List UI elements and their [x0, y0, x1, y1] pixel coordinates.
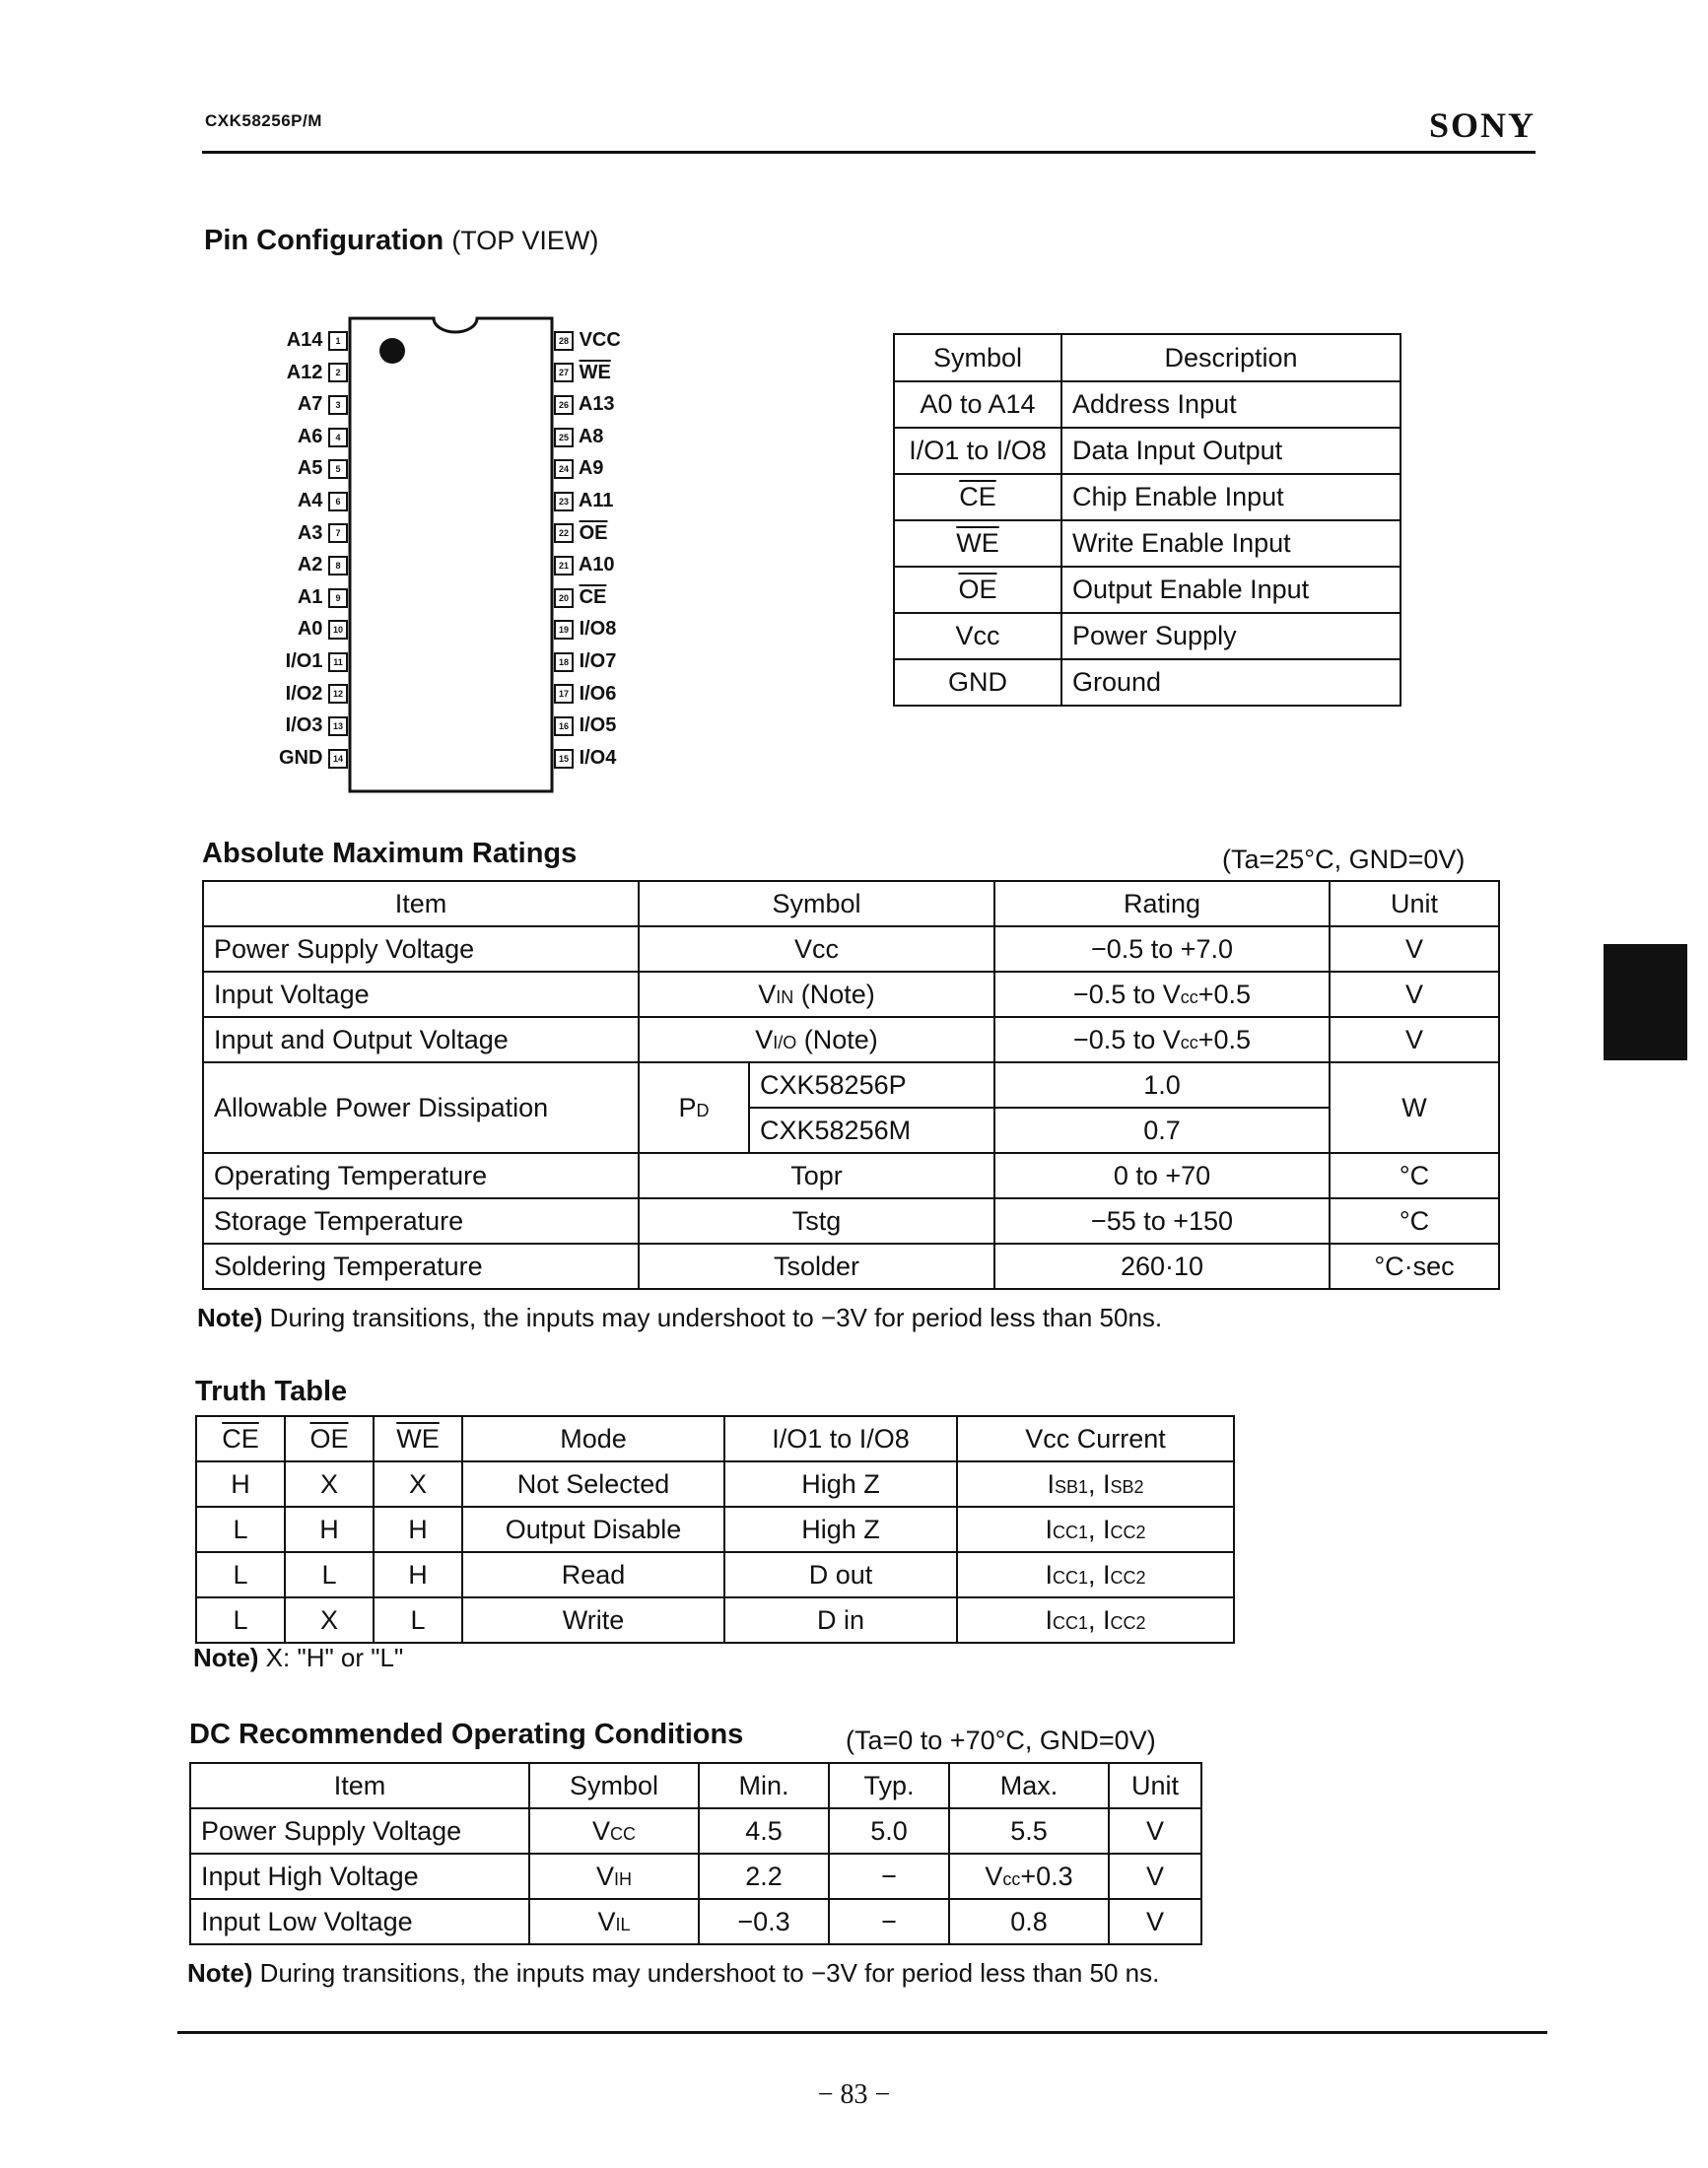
- pin-left: [298, 552, 348, 577]
- symbol-text: I/O1 to I/O8: [909, 436, 1047, 465]
- table-row: [203, 1198, 1499, 1244]
- cur-sub: CC1: [1052, 1567, 1088, 1588]
- note-text: During transitions, the inputs may undershoot to −3V for period less than 50 ns.: [259, 1958, 1160, 1988]
- abs-rating: 0.7: [994, 1108, 1330, 1153]
- rating-sub: cc: [1180, 1032, 1198, 1052]
- dc-unit: V: [1109, 1854, 1201, 1899]
- sym-main: V: [758, 979, 777, 1009]
- pin-number: 13: [328, 716, 348, 736]
- pin-name: A8: [578, 425, 604, 447]
- description-header: Description: [1061, 334, 1401, 381]
- table-row: [196, 1552, 1234, 1597]
- dc-item: Power Supply Voltage: [190, 1808, 529, 1854]
- table-row: [196, 1597, 1234, 1643]
- tt-oe: L: [285, 1552, 374, 1597]
- abs-max-table: [202, 880, 1500, 1290]
- pin-right: [554, 712, 616, 738]
- pin-name: A9: [578, 457, 604, 480]
- pin-number: 26: [554, 395, 574, 415]
- tt-io: D in: [724, 1597, 957, 1643]
- abs-unit: V: [1330, 1017, 1499, 1062]
- abs-rating-header: Rating: [994, 881, 1330, 926]
- symbol-cell: [894, 474, 1061, 520]
- abs-unit: °C: [1330, 1153, 1499, 1198]
- abs-rating: −55 to +150: [994, 1198, 1330, 1244]
- abs-symbol: Topr: [639, 1153, 994, 1198]
- abs-symbol: Tsolder: [639, 1244, 994, 1289]
- table-row: [196, 1461, 1234, 1507]
- pin-left: [298, 520, 348, 546]
- table-row: [203, 926, 1499, 972]
- pin-name: A3: [297, 521, 323, 544]
- abs-max-title: Absolute Maximum Ratings: [202, 838, 578, 869]
- we-label: $\overline{WE}$: [396, 1423, 440, 1454]
- sym-sub: CC: [610, 1823, 636, 1844]
- pin-right: [554, 681, 616, 707]
- pin-name: VCC: [579, 329, 621, 351]
- pin-left: [287, 327, 348, 353]
- dc-typ: −: [829, 1854, 949, 1899]
- tt-ce: L: [196, 1507, 285, 1552]
- cur-sub: CC1: [1052, 1612, 1088, 1633]
- truth-table-note: [193, 1643, 403, 1673]
- symbol-text: GND: [948, 667, 1007, 697]
- part-number: CXK58256P/M: [205, 111, 322, 130]
- table-row: [190, 1899, 1201, 1944]
- max-post: +0.3: [1020, 1861, 1073, 1891]
- table-row: [196, 1507, 1234, 1552]
- abs-model: CXK58256P: [749, 1062, 994, 1108]
- pin1-marker: [379, 338, 405, 364]
- pin-name: A1: [297, 585, 323, 608]
- dc-table: [189, 1762, 1202, 1945]
- pin-name: I/O5: [579, 714, 617, 737]
- pin-name: A7: [297, 393, 323, 416]
- header-rule: [202, 151, 1536, 154]
- symbol-text: Vcc: [955, 621, 1000, 650]
- pin-number: 11: [328, 652, 348, 672]
- dc-min-header: Min.: [699, 1763, 829, 1808]
- dc-typ-header: Typ.: [829, 1763, 949, 1808]
- dc-symbol: [529, 1854, 699, 1899]
- symbol-cell: [894, 520, 1061, 567]
- pin-name: I/O6: [579, 682, 617, 705]
- truth-table-title: Truth Table: [195, 1376, 348, 1407]
- sym-sub: IL: [615, 1914, 631, 1934]
- symbol-table: [893, 333, 1401, 707]
- sym-main: P: [678, 1092, 697, 1122]
- abs-item: Soldering Temperature: [203, 1244, 639, 1289]
- rating-post: +0.5: [1197, 1024, 1252, 1054]
- tt-oe: X: [285, 1461, 374, 1507]
- cur-main: I: [1103, 1468, 1111, 1499]
- symbol-text: A0 to A14: [920, 389, 1036, 419]
- description-cell: Ground: [1061, 659, 1401, 706]
- pin-number: 14: [328, 749, 348, 769]
- pin-name: A14: [286, 329, 323, 351]
- pin-right: [554, 424, 603, 449]
- abs-item: Operating Temperature: [203, 1153, 639, 1198]
- sym-sub: IH: [614, 1868, 632, 1889]
- tt-we: H: [374, 1552, 462, 1597]
- pin-left: [298, 488, 348, 513]
- pin-number: 20: [554, 588, 574, 608]
- abs-symbol-header: Symbol: [639, 881, 994, 926]
- ce-label: $\overline{CE}$: [222, 1423, 259, 1454]
- pin-right: [554, 360, 611, 385]
- cur-sub: SB1: [1054, 1476, 1088, 1497]
- symbol-header: Symbol: [894, 334, 1061, 381]
- symbol-text: $\overline{CE}$: [959, 482, 996, 511]
- table-row: [894, 613, 1401, 659]
- abs-symbol: Tstg: [639, 1198, 994, 1244]
- description-cell: Write Enable Input: [1061, 520, 1401, 567]
- dc-title: DC Recommended Operating Conditions: [189, 1719, 744, 1750]
- tt-current: ICC1, ICC2: [957, 1552, 1234, 1597]
- dc-item: Input High Voltage: [190, 1854, 529, 1899]
- dc-symbol: [529, 1808, 699, 1854]
- pin-number: 22: [554, 523, 574, 543]
- tt-mode: Output Disable: [462, 1507, 724, 1552]
- note-text: X: "H" or "L": [265, 1643, 404, 1672]
- cur-main: I: [1045, 1559, 1053, 1590]
- dc-unit-header: Unit: [1109, 1763, 1201, 1808]
- sym-note: (Note): [793, 979, 875, 1009]
- cur-main: I: [1103, 1604, 1111, 1635]
- pin-name: A12: [286, 361, 323, 383]
- tt-ce-header: [196, 1416, 285, 1461]
- table-row: [190, 1808, 1201, 1854]
- description-cell: Address Input: [1061, 381, 1401, 428]
- cur-main: I: [1103, 1559, 1111, 1590]
- pin-number: 1: [328, 331, 348, 351]
- pin-left: [298, 391, 348, 417]
- pin-number: 12: [328, 684, 348, 704]
- pin-config-title-text: Pin Configuration: [204, 225, 444, 256]
- table-row: [894, 474, 1401, 520]
- tt-current: ICC1, ICC2: [957, 1597, 1234, 1643]
- pin-name: I/O3: [285, 714, 323, 737]
- pin-number: 2: [328, 363, 348, 382]
- pin-name: A10: [578, 554, 615, 576]
- abs-rating: 1.0: [994, 1062, 1330, 1108]
- sym-sub: D: [696, 1100, 710, 1120]
- abs-item-header: Item: [203, 881, 639, 926]
- abs-symbol: [639, 1062, 749, 1153]
- tt-we: H: [374, 1507, 462, 1552]
- pin-left: [298, 424, 348, 449]
- table-row: [203, 1062, 1499, 1108]
- pin-number: 3: [328, 395, 348, 415]
- pin-right: [554, 327, 621, 353]
- sym-main: V: [597, 1906, 616, 1936]
- dc-max-header: Max.: [949, 1763, 1109, 1808]
- tt-we: L: [374, 1597, 462, 1643]
- pin-config-subtitle: (TOP VIEW): [451, 226, 599, 255]
- pin-number: 17: [554, 684, 574, 704]
- dc-item: Input Low Voltage: [190, 1899, 529, 1944]
- dc-condition: (Ta=0 to +70°C, GND=0V): [846, 1726, 1156, 1755]
- tt-ce: L: [196, 1552, 285, 1597]
- cur-main: I: [1103, 1514, 1111, 1544]
- description-cell: Output Enable Input: [1061, 567, 1401, 613]
- abs-item: Allowable Power Dissipation: [203, 1062, 639, 1153]
- table-row: [203, 1017, 1499, 1062]
- abs-max-condition: (Ta=25°C, GND=0V): [1222, 845, 1466, 874]
- symbol-cell: [894, 381, 1061, 428]
- abs-unit: °C: [1330, 1198, 1499, 1244]
- abs-rating: [994, 972, 1330, 1017]
- pin-number: 21: [554, 556, 574, 576]
- pin-right: [554, 488, 613, 513]
- pin-name: A11: [578, 490, 614, 511]
- dc-min: 2.2: [699, 1854, 829, 1899]
- dc-min: −0.3: [699, 1899, 829, 1944]
- pin-name: I/O8: [579, 618, 617, 641]
- cur-sub: CC1: [1052, 1522, 1088, 1542]
- dc-max: [949, 1854, 1109, 1899]
- pin-number: 18: [554, 652, 574, 672]
- note-label: Note): [197, 1303, 263, 1332]
- cur-sub: CC2: [1110, 1522, 1146, 1542]
- page-number: − 83 −: [817, 2079, 891, 2110]
- note-label: Note): [187, 1958, 253, 1988]
- pin-name: I/O7: [579, 650, 617, 672]
- cur-sub: CC2: [1110, 1567, 1146, 1588]
- pin-number: 10: [328, 620, 348, 640]
- dc-note: [187, 1958, 1159, 1989]
- pin-number: 8: [328, 556, 348, 576]
- dc-max: 5.5: [949, 1808, 1109, 1854]
- dc-symbol: [529, 1899, 699, 1944]
- pin-name: $\overline{WE}$: [579, 361, 611, 383]
- tt-vcc-header: Vcc Current: [957, 1416, 1234, 1461]
- dc-item-header: Item: [190, 1763, 529, 1808]
- tt-we-header: [374, 1416, 462, 1461]
- pin-number: 23: [554, 492, 574, 511]
- pin-right: [554, 745, 616, 771]
- tt-ce: L: [196, 1597, 285, 1643]
- oe-label: $\overline{OE}$: [309, 1423, 349, 1454]
- sym-sub: IN: [776, 986, 794, 1007]
- pin-number: 24: [554, 459, 574, 479]
- dc-symbol-header: Symbol: [529, 1763, 699, 1808]
- pin-number: 27: [554, 363, 574, 382]
- truth-table: [195, 1415, 1235, 1644]
- tt-oe: H: [285, 1507, 374, 1552]
- tt-io-header: I/O1 to I/O8: [724, 1416, 957, 1461]
- table-row: [894, 428, 1401, 474]
- dc-unit: V: [1109, 1808, 1201, 1854]
- description-cell: Power Supply: [1061, 613, 1401, 659]
- abs-item: Storage Temperature: [203, 1198, 639, 1244]
- pin-left: [286, 648, 348, 674]
- pin-number: 6: [328, 492, 348, 511]
- abs-item: Power Supply Voltage: [203, 926, 639, 972]
- pin-name: $\overline{OE}$: [579, 521, 608, 544]
- sym-main: V: [595, 1861, 614, 1891]
- tt-io: High Z: [724, 1507, 957, 1552]
- pin-name: I/O4: [579, 746, 617, 769]
- cur-main: I: [1045, 1604, 1053, 1635]
- rating-pre: −0.5 to V: [1072, 1024, 1181, 1054]
- abs-symbol: [639, 1017, 994, 1062]
- pin-number: 19: [554, 620, 574, 640]
- pin-name: A2: [297, 554, 323, 576]
- pin-number: 25: [554, 428, 574, 447]
- tt-oe: X: [285, 1597, 374, 1643]
- tt-oe-header: [285, 1416, 374, 1461]
- abs-rating: [994, 1017, 1330, 1062]
- sym-sub: I/O: [773, 1032, 797, 1052]
- tt-io: D out: [724, 1552, 957, 1597]
- tt-current: ICC1, ICC2: [957, 1507, 1234, 1552]
- pin-right: [554, 391, 615, 417]
- abs-rating: 260·10: [994, 1244, 1330, 1289]
- tt-mode: Not Selected: [462, 1461, 724, 1507]
- dc-min: 4.5: [699, 1808, 829, 1854]
- rating-sub: cc: [1180, 986, 1198, 1007]
- symbol-text: $\overline{OE}$: [958, 575, 997, 604]
- pin-number: 7: [328, 523, 348, 543]
- table-row: [894, 659, 1401, 706]
- sym-main: V: [591, 1815, 610, 1846]
- pin-right: [554, 648, 616, 674]
- pin-right: [554, 455, 603, 481]
- abs-unit: W: [1330, 1062, 1499, 1153]
- pin-name: GND: [278, 746, 323, 769]
- pin-name: A6: [297, 425, 323, 447]
- abs-symbol: Vcc: [639, 926, 994, 972]
- tt-current: ISB1, ISB2: [957, 1461, 1234, 1507]
- abs-unit: °C·sec: [1330, 1244, 1499, 1289]
- max-sub: cc: [1002, 1868, 1021, 1889]
- symbol-cell: [894, 659, 1061, 706]
- rating-pre: −0.5 to V: [1072, 979, 1181, 1009]
- pin-name: A4: [297, 490, 323, 511]
- pin-left: [298, 584, 348, 610]
- pin-right: [554, 520, 607, 546]
- pin-left: [287, 360, 348, 385]
- abs-rating: 0 to +70: [994, 1153, 1330, 1198]
- dc-max: 0.8: [949, 1899, 1109, 1944]
- dc-typ: 5.0: [829, 1808, 949, 1854]
- abs-symbol: [639, 972, 994, 1017]
- pin-number: 15: [554, 749, 574, 769]
- pin-name: $\overline{CE}$: [579, 585, 607, 608]
- symbol-cell: [894, 613, 1061, 659]
- table-row: [203, 972, 1499, 1017]
- pin-right: [554, 584, 606, 610]
- abs-unit-header: Unit: [1330, 881, 1499, 926]
- symbol-cell: [894, 428, 1061, 474]
- sym-main: V: [755, 1024, 774, 1054]
- pin-config-title: [204, 225, 598, 257]
- tt-ce: H: [196, 1461, 285, 1507]
- pin-left: [298, 616, 348, 642]
- cur-main: I: [1047, 1468, 1055, 1499]
- pin-number: 5: [328, 459, 348, 479]
- tt-io: High Z: [724, 1461, 957, 1507]
- section-tab-marker: [1604, 944, 1687, 1060]
- pin-left: [286, 712, 348, 738]
- dc-typ: −: [829, 1899, 949, 1944]
- abs-unit: V: [1330, 926, 1499, 972]
- pin-name: I/O1: [285, 650, 323, 672]
- max-pre: V: [985, 1861, 1003, 1891]
- description-cell: Chip Enable Input: [1061, 474, 1401, 520]
- table-row: [203, 1244, 1499, 1289]
- pin-name: A0: [297, 618, 323, 641]
- tt-mode: Read: [462, 1552, 724, 1597]
- pin-left: [286, 681, 348, 707]
- tt-mode-header: Mode: [462, 1416, 724, 1461]
- abs-unit: V: [1330, 972, 1499, 1017]
- pin-name: A13: [578, 393, 615, 416]
- pin-left: [279, 745, 348, 771]
- chip-diagram: [266, 313, 660, 796]
- rating-post: +0.5: [1197, 979, 1252, 1009]
- cur-sub: CC2: [1110, 1612, 1146, 1633]
- table-row: [894, 520, 1401, 567]
- abs-model: CXK58256M: [749, 1108, 994, 1153]
- tt-mode: Write: [462, 1597, 724, 1643]
- footer-rule: [177, 2031, 1547, 2034]
- symbol-text: $\overline{WE}$: [956, 528, 999, 558]
- symbol-cell: [894, 567, 1061, 613]
- table-row: [203, 1153, 1499, 1198]
- pin-number: 28: [554, 331, 574, 351]
- description-cell: Data Input Output: [1061, 428, 1401, 474]
- cur-main: I: [1045, 1514, 1053, 1544]
- pin-number: 16: [554, 716, 574, 736]
- sony-logo: SONY: [1428, 105, 1536, 145]
- abs-max-note: [197, 1303, 1162, 1333]
- pin-number: 4: [328, 428, 348, 447]
- sym-note: (Note): [796, 1024, 878, 1054]
- pin-number: 9: [328, 588, 348, 608]
- abs-item: Input and Output Voltage: [203, 1017, 639, 1062]
- pin-name: I/O2: [285, 682, 323, 705]
- table-row: [894, 381, 1401, 428]
- note-text: During transitions, the inputs may undershoot to −3V for period less than 50ns.: [269, 1303, 1163, 1332]
- pin-left: [298, 455, 348, 481]
- table-row: [190, 1854, 1201, 1899]
- cur-sub: SB2: [1110, 1476, 1144, 1497]
- abs-item: Input Voltage: [203, 972, 639, 1017]
- abs-rating: −0.5 to +7.0: [994, 926, 1330, 972]
- tt-we: X: [374, 1461, 462, 1507]
- pin-name: A5: [297, 457, 323, 480]
- pin-right: [554, 552, 615, 577]
- pin-right: [554, 616, 616, 642]
- dc-unit: V: [1109, 1899, 1201, 1944]
- note-label: Note): [193, 1643, 259, 1672]
- table-row: [894, 567, 1401, 613]
